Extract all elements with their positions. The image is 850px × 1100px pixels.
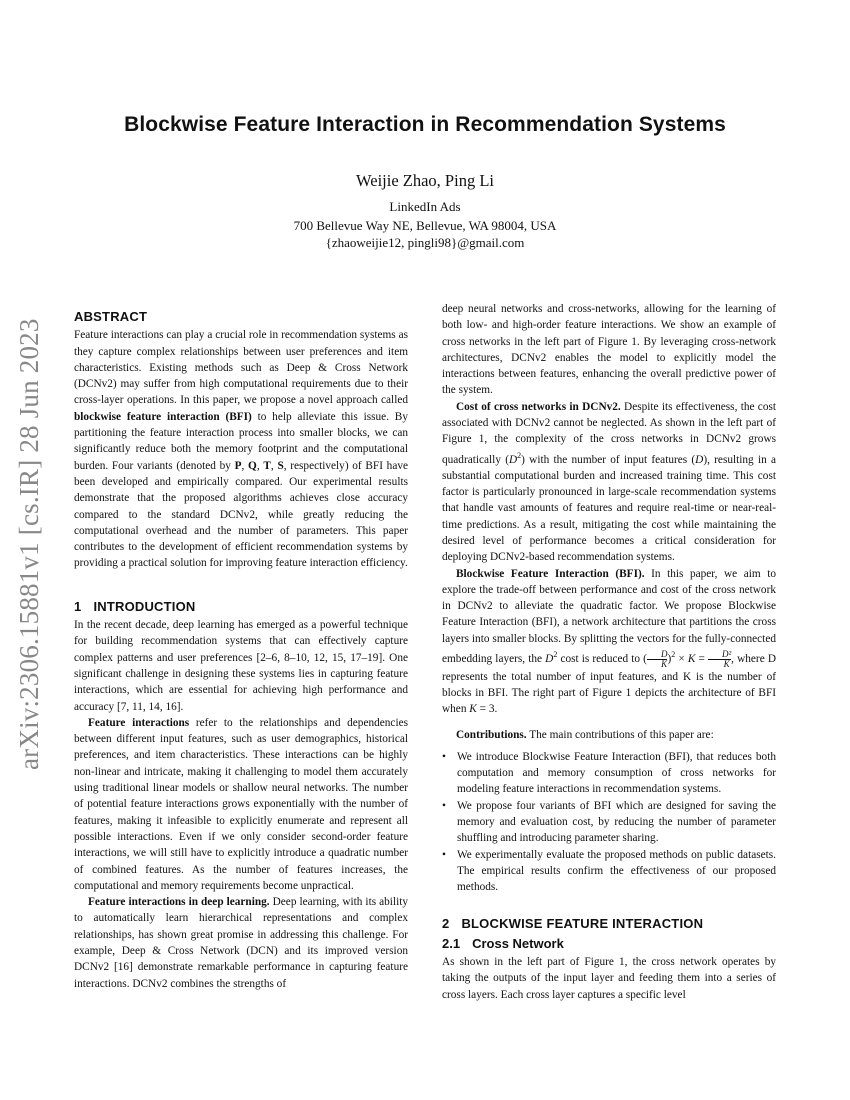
- abstract-heading: ABSTRACT: [74, 309, 148, 324]
- left-column: [74, 309, 408, 992]
- section-2-paragraph-1: As shown in the left part of Figure 1, the cross network operates by taking the outputs of the input layer and feeding them into a series of cross layers. Each cross layer captures a specific level: [442, 956, 776, 1001]
- contributions-intro: Contributions. The main contributions of this paper are:: [456, 728, 714, 741]
- intro-paragraph-1: In the recent decade, deep learning has emerged as a powerful technique for building recommendation systems that can effectively capture complex patterns and user preferences [2–6, 8–10, 12, 15, 17–19]. One significant challenge in designing these systems lies in capturing feature interactions, which are essential for achieving high performance and accuracy [7, 11, 14, 16].: [74, 619, 408, 713]
- intro-paragraph-2: Feature interactions refer to the relationships and dependencies between different input features, such as user demographics, historical preferences, and item characteristics. These interactions can be highly non-linear and intricate, making it challenging to model them accurately using traditional linear models or shallow neural networks. The number of potential feature interactions grows exponentially with the number of features, making it infeasible to explicitly enumerate and represent all possible interactions. Even if we only consider second-order feature interactions, we will still have to explicitly introduce a quadratic number of combined features. As the number of features increases, the computational and memory requirements become unpractical.: [74, 716, 408, 892]
- fraction-d-over-k: $\frac{D}{K}$: [647, 650, 668, 669]
- paper-authors: Weijie Zhao, Ping Li: [356, 171, 494, 190]
- contribution-item: • We introduce Blockwise Feature Interaction (BFI), that reduces both computation and memory consumption of cross networks for modeling feature interactions in recommendation systems.: [442, 749, 776, 798]
- intro-paragraph-3: Feature interactions in deep learning. Deep learning, with its ability to automatically learn hierarchical representations and complex relationships, has shown great promise in addressing this challenge. For example, Deep & Cross Network (DCN) and its improved version DCNv2 [16] demonstrate remarkable performance in capturing feature interactions. DCNv2 combines the strengths of: [74, 896, 408, 990]
- subsection-2-1-heading: 2.1 Cross Network: [442, 935, 564, 951]
- intro-paragraph-bfi: Blockwise Feature Interaction (BFI). In this paper, we aim to explore the trade-off between performance and cost of the cross network in DCNv2 to alleviate the quadratic factor. We propose Blockwise Feature Interaction (BFI), a network architecture that partitions the cross layers into smaller blocks. By splitting the vectors for the fully-connected embedding layers, the $D^2$ cost is reduced to ( $\frac{D}{K}$ )$^2$ × K = $\frac{\text{D²}}{K}$ , where D represents the total number of input features, and K is the number of blocks in BFI. The right part of Figure 1 depicts the architecture of BFI when K = 3.: [442, 567, 776, 716]
- arxiv-identifier: arXiv:2306.15881v1 [cs.IR] 28 Jun 2023: [14, 318, 44, 770]
- paper-title: Blockwise Feature Interaction in Recommendation Systems: [124, 113, 726, 136]
- intro-paragraph-cost: Cost of cross networks in DCNv2. Despite its effectiveness, the cost associated with DCNv2 cannot be neglected. As shown in the left part of Figure 1, the complexity of the cross networks in DCNv2 grows quadratically $(D^2)$ with the number of input features (D), resulting in a substantial computational burden and increased training time. This cost factor is particularly pronounced in large-scale recommendation systems that handle vast amounts of features and require real-time or near-real-time predictions. As a result, mitigating the cost while maintaining the desired level of performance becomes a critical consideration for deploying DCNv2-based recommendation systems.: [442, 400, 777, 564]
- abstract-body: Feature interactions can play a crucial role in recommendation systems as they capture complex relationships between user preferences and item characteristics. Existing methods such as Deep & Cross Network (DCNv2) may suffer from high computational requirements due to their cross-layer operations. In this paper, we propose a novel approach called blockwise feature interaction (BFI) to help alleviate this issue. By partitioning the feature interaction process into smaller blocks, we can significantly reduce both the memory footprint and the computational burden. Four variants (denoted by P, Q, T, S, respectively) of BFI have been developed and empirically compared. Our experimental results demonstrate that the proposed algorithms achieves close accuracy compared to the standard DCNv2, while greatly reducing the computational overhead and the number of parameters. This paper contributes to the development of efficient recommendation systems by providing a practical solution for improving feature interaction efficiency.: [74, 329, 408, 570]
- affiliation-address: 700 Bellevue Way NE, Bellevue, WA 98004, USA: [293, 218, 557, 233]
- affiliation-email: {zhaoweijie12, pingli98}@gmail.com: [325, 235, 525, 250]
- contribution-item: • We experimentally evaluate the proposed methods on public datasets. The empirical results confirm the effectiveness of our proposed methods.: [442, 847, 776, 896]
- contribution-item: • We propose four variants of BFI which are designed for saving the memory and evaluation cost, by reducing the number of parameter shuffling and introducing parameter sharing.: [442, 798, 776, 847]
- right-column: [442, 301, 776, 1003]
- intro-paragraph-3-continued: deep neural networks and cross-networks, allowing for the learning of both low- and high-order feature interactions. We show an example of cross networks in the left part of Figure 1. By leveraging cross-network architectures, DCNv2 enables the model to explicitly model the interactions between features, enhancing the overall predictive power of the system.: [442, 303, 776, 397]
- intro-heading: 1 INTRODUCTION: [74, 598, 196, 614]
- contributions-list: [442, 749, 776, 896]
- section-2-heading: 2 BLOCKWISE FEATURE INTERACTION: [442, 915, 704, 931]
- fraction-d2-over-k: $\frac{\text{D²}}{K}$: [708, 650, 731, 669]
- affiliation-org: LinkedIn Ads: [389, 199, 461, 214]
